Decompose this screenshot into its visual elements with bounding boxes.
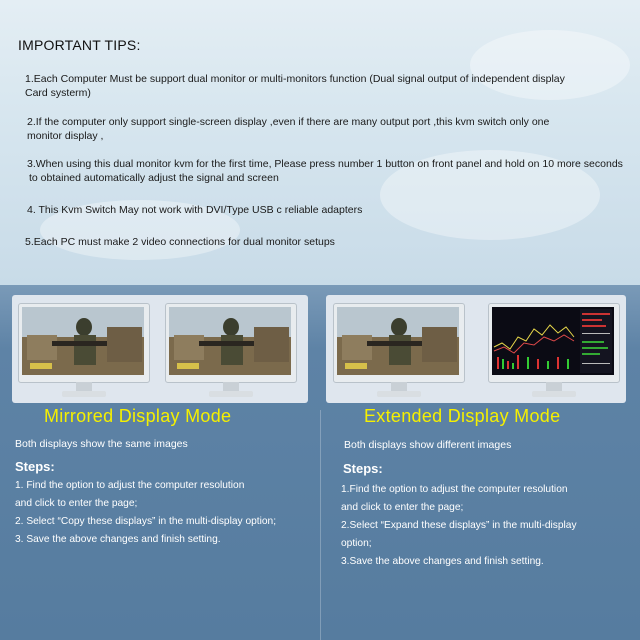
tip-4 — [27, 203, 362, 217]
mirrored-monitor-left — [18, 303, 150, 401]
extended-step: 1.Find the option to adjust the computer resolution — [341, 484, 568, 495]
extended-step: 2.Select “Expand these displays” in the multi-display — [341, 520, 577, 531]
extended-mode-title: Extended Display Mode — [364, 406, 561, 426]
tip-4-line-1: 4. This Kvm Switch May not work with DVI/Type USB c reliable adapters — [27, 204, 363, 216]
section-divider — [320, 410, 321, 640]
extended-steps-list — [341, 481, 577, 571]
extended-monitor-left — [333, 303, 465, 401]
tip-5 — [25, 235, 335, 249]
extended-step: and click to enter the page; — [341, 502, 464, 513]
extended-monitor-right — [488, 303, 620, 401]
tip-1-line-1: 1.Each Computer Must be support dual monitor or multi-monitors function (Dual signal output of independent display — [25, 73, 565, 85]
mirrored-steps-heading: Steps: — [15, 459, 55, 474]
tip-2-line-1: 2.If the computer only support single-screen display ,even if there are many output port ,this kvm switch only one — [27, 116, 550, 128]
mirrored-step: 2. Select “Copy these displays” in the multi-display option; — [15, 516, 277, 527]
tip-3-line-1: 3.When using this dual monitor kvm for the first time, Please press number 1 button on front panel and hold on 10 more seconds — [27, 158, 623, 170]
mirrored-step: 3. Save the above changes and finish setting. — [15, 534, 221, 545]
stock-chart-icon — [492, 307, 614, 375]
tip-1-line-2: Card systerm) — [25, 87, 91, 99]
tip-3-line-2: to obtained automatically adjust the signal and screen — [29, 172, 279, 184]
tip-3 — [27, 157, 623, 185]
extended-step: 3.Save the above changes and finish setting. — [341, 556, 544, 567]
mirrored-steps-list — [15, 477, 276, 549]
tips-heading: IMPORTANT TIPS: — [18, 37, 141, 53]
mirrored-step: and click to enter the page; — [15, 498, 138, 509]
game-screenshot-icon — [337, 307, 459, 375]
tip-2 — [27, 115, 549, 143]
tip-5-line-1: 5.Each PC must make 2 video connections for dual monitor setups — [25, 236, 335, 248]
mirrored-mode-subtitle: Both displays show the same images — [15, 438, 188, 450]
extended-mode-subtitle: Both displays show different images — [344, 439, 512, 451]
extended-step: option; — [341, 538, 372, 549]
game-screenshot-icon — [22, 307, 144, 375]
tip-2-line-2: monitor display , — [27, 130, 104, 142]
extended-steps-heading: Steps: — [343, 461, 383, 476]
mirrored-mode-title: Mirrored Display Mode — [44, 406, 232, 426]
mirrored-step: 1. Find the option to adjust the computer resolution — [15, 480, 245, 491]
game-screenshot-icon — [169, 307, 291, 375]
mirrored-monitor-right — [165, 303, 297, 401]
tip-1 — [25, 72, 565, 100]
